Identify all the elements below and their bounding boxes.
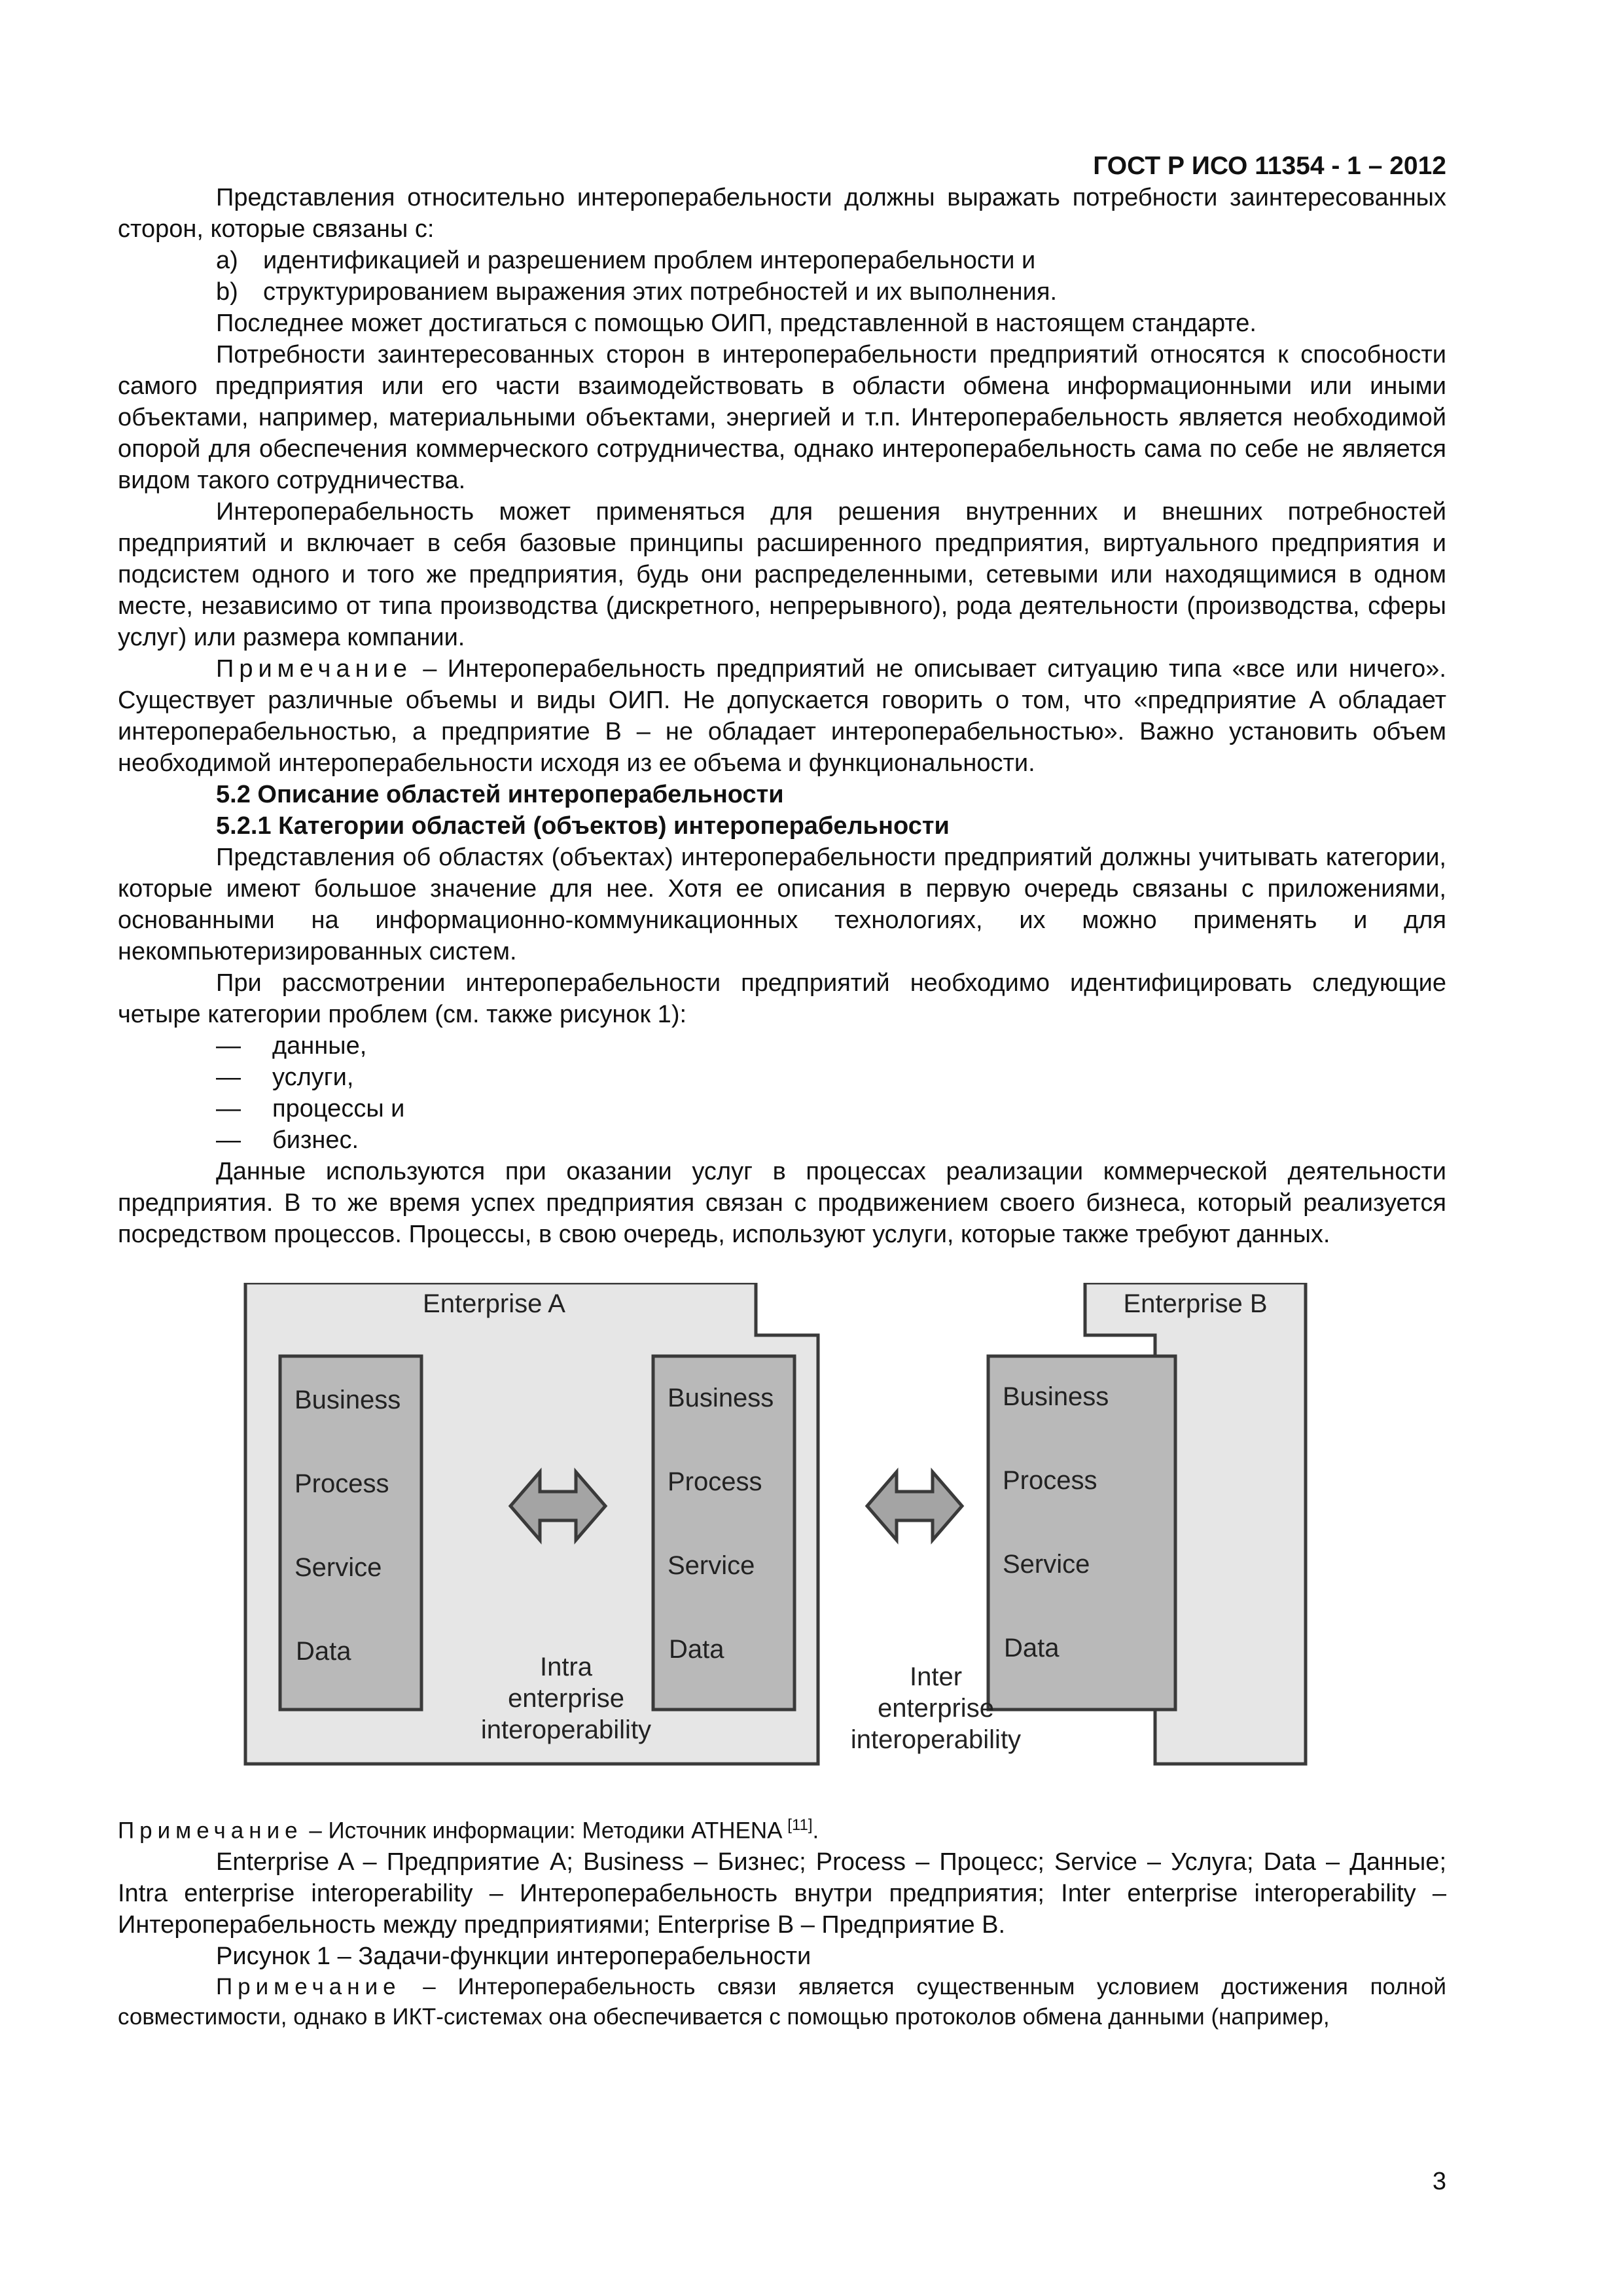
enterprise-b-label: Enterprise B: [1123, 1289, 1268, 1318]
list-item-b: [118, 276, 1446, 308]
paragraph-stakeholder-views: Представления относительно интероперабельности должны выражать потребности заинтересованных сторон, которые связаны с:: [118, 184, 1446, 243]
layer-business-label: Business: [294, 1386, 401, 1414]
note-1-text: – Интероперабельность предприятий не описывает ситуацию типа «все или ничего». Существует различные объемы и виды ОИП. Не допускается говорить о том, что «предприятие А обладает интероперабельностью, а предприятие В – не обладает интероперабельностью». Важно установить объем необходимой интероперабельности исходя из ее объема и функциональности.: [118, 655, 1446, 777]
note-2-label: Примечание: [118, 1818, 303, 1844]
layer-business-label: Business: [668, 1384, 774, 1412]
layer-process-label: Process: [1003, 1466, 1097, 1495]
list-label-b: b): [216, 278, 238, 306]
list-item-text: процессы и: [272, 1095, 405, 1122]
figure-legend: Enterprise A – Предприятие А; Business – Бизнес; Process – Процесс; Service – Услуга; Data – Данные; Intra enterprise interoperability – Интероперабельность внутри предприятия; Inter enterprise interoperability – Интероперабельность между предприятиями; Enterprise B – Предприятие В.: [118, 1848, 1446, 1939]
layer-service-label: Service: [1003, 1550, 1090, 1579]
list-item-text: данные,: [272, 1032, 367, 1060]
inter-label-line-2: enterprise: [878, 1694, 994, 1723]
inter-label-line-1: Inter: [909, 1662, 963, 1691]
list-item-text: бизнес.: [272, 1126, 359, 1154]
list-label-a: a): [216, 247, 238, 274]
figure-title: Рисунок 1 – Задачи-функции интероперабельности: [216, 1942, 812, 1970]
dash-marker: —: [216, 1064, 241, 1091]
note-2-reference: [11]: [787, 1816, 813, 1834]
list-item-a: [118, 245, 1446, 276]
layer-data-label: Data: [1004, 1634, 1060, 1662]
list-item: [118, 1093, 1446, 1124]
inter-arrow: [867, 1472, 962, 1540]
document-header: ГОСТ Р ИСО 11354 - 1 – 2012: [1093, 152, 1446, 180]
figure-interoperability: [118, 1283, 1446, 1806]
list-text-a: идентификацией и разрешением проблем интероперабельности и: [263, 247, 1036, 274]
layer-process-label: Process: [668, 1467, 762, 1496]
paragraph-four-categories: При рассмотрении интероперабельности предприятий необходимо идентифицировать следующие четыре категории проблем (см. также рисунок 1):: [118, 969, 1446, 1028]
intra-label-line-2: enterprise: [508, 1684, 624, 1713]
section-heading-5-2-1: 5.2.1 Категории областей (объектов) интероперабельности: [216, 812, 950, 840]
figure-diagram: [118, 1283, 1446, 1806]
intra-label-line-1: Intra: [539, 1653, 593, 1681]
note-1: [118, 653, 1446, 779]
layer-data-label: Data: [296, 1637, 351, 1666]
layer-data-label: Data: [669, 1635, 724, 1664]
paragraph-needs: Потребности заинтересованных сторон в интероперабельности предприятий относятся к способности самого предприятия или его части взаимодействовать в области обмена информационными или иными объектами, например, материальными объектами, энергией и т.п. Интероперабельность является необходимой опорой для обеспечения коммерческого сотрудничества, однако интероперабельность сама по себе не является видом такого сотрудничества.: [118, 341, 1446, 494]
inter-label-line-3: interoperability: [850, 1725, 1022, 1754]
note-1-label: Примечание: [216, 655, 412, 683]
layer-process-label: Process: [294, 1469, 389, 1498]
dash-marker: —: [216, 1032, 241, 1060]
paragraph-oip: Последнее может достигаться с помощью ОИП, представленной в настоящем стандарте.: [216, 310, 1257, 337]
note-3-text: – Интероперабельность связи является существенным условием достижения полной совместимости, однако в ИКТ-системах она обеспечивается с помощью протоколов обмена данными (например,: [118, 1973, 1446, 2030]
paragraph-application: Интероперабельность может применяться для решения внутренних и внешних потребностей предприятий и включает в себя базовые принципы расширенного предприятия, виртуального предприятия и подсистем одного и того же предприятия, будь они распределенными, сетевыми или находящимися в одном месте, независимо от типа производства (дискретного, непрерывного), рода деятельности (производства, сферы услуг) или размера компании.: [118, 498, 1446, 651]
note-3-label: Примечание: [216, 1973, 401, 2000]
list-text-b: структурированием выражения этих потребностей и их выполнения.: [263, 278, 1058, 306]
list-item-text: услуги,: [272, 1064, 354, 1091]
dash-marker: —: [216, 1095, 241, 1122]
dash-marker: —: [216, 1126, 241, 1154]
note-2-text: – Источник информации: Методики ATHENA: [302, 1818, 788, 1844]
note-3: [118, 1972, 1446, 2032]
layer-service-label: Service: [668, 1551, 755, 1580]
note-2-end: .: [812, 1818, 819, 1844]
layer-service-label: Service: [294, 1553, 382, 1582]
document-page: [118, 151, 1446, 2032]
section-heading-5-2: 5.2 Описание областей интероперабельности: [216, 781, 784, 808]
page-number: 3: [1432, 2168, 1446, 2195]
enterprise-a-label: Enterprise A: [423, 1289, 565, 1318]
note-2: [118, 1810, 1446, 1846]
list-item: [118, 1030, 1446, 1062]
list-item: [118, 1124, 1446, 1156]
intra-label-line-3: interoperability: [480, 1715, 652, 1744]
list-item: [118, 1062, 1446, 1093]
layer-business-label: Business: [1003, 1382, 1109, 1411]
paragraph-categories: Представления об областях (объектах) интероперабельности предприятий должны учитывать категории, которые имеют большое значение для нее. Хотя ее описания в первую очередь связаны с приложениями, основанными на информационно-коммуникационных технологиях, их можно применять и для некомпьютеризированных систем.: [118, 844, 1446, 965]
paragraph-data-usage: Данные используются при оказании услуг в процессах реализации коммерческой деятельности предприятия. В то же время успех предприятия связан с продвижением своего бизнеса, который реализуется посредством процессов. Процессы, в свою очередь, используют услуги, которые также требуют данных.: [118, 1158, 1446, 1248]
